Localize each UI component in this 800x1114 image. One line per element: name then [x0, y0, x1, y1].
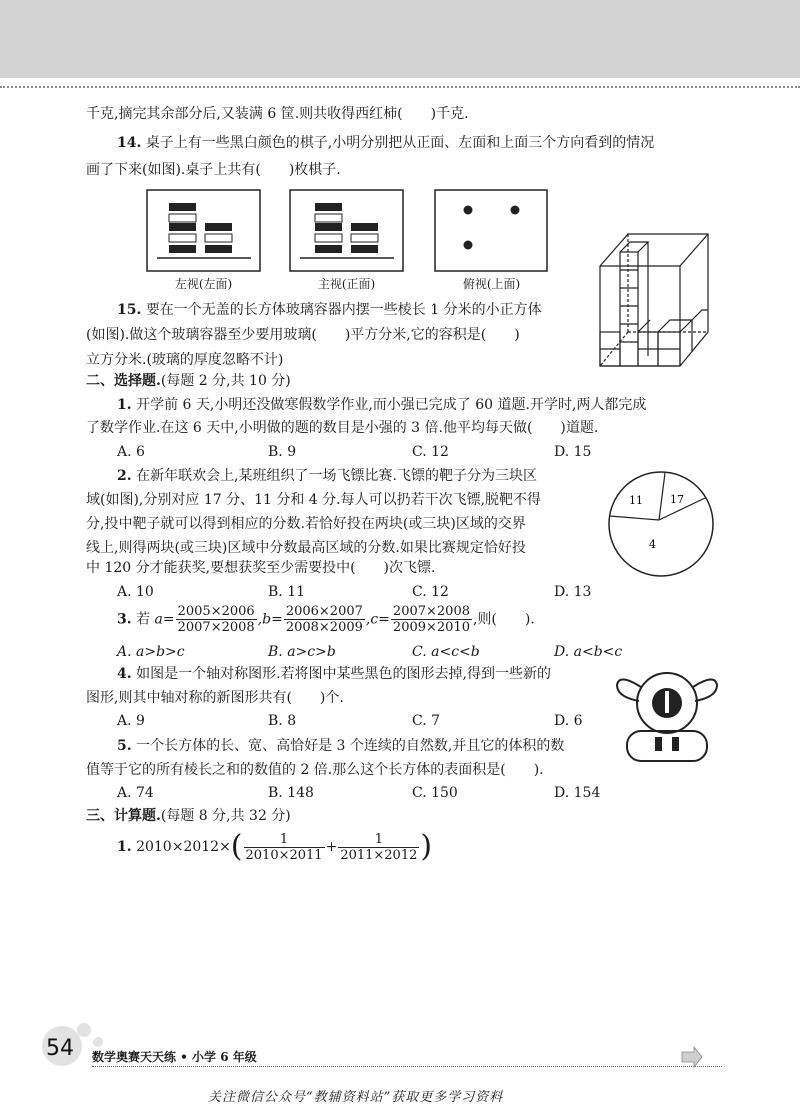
fraction-b-numerator: 2006×2007	[285, 604, 363, 619]
s2q2-option-c[interactable]: C. 12	[412, 584, 449, 600]
dart-label-11: 11	[629, 494, 643, 507]
caption-left-view: 左视(左面)	[174, 277, 233, 291]
s2q1-option-d[interactable]: D. 15	[554, 444, 592, 460]
symmetric-face-figure	[613, 667, 721, 767]
s2q5-option-a[interactable]: A. 74	[117, 785, 154, 801]
q14-line1	[117, 133, 654, 153]
caption-top-view: 俯视(上面)	[462, 277, 521, 291]
fraction-c-denominator: 2009×2010	[392, 620, 470, 635]
s2q5-text1: 一个长方体的长、宽、高恰好是 3 个连续的自然数,并且它的体积的数	[136, 738, 565, 754]
calc-fraction-2	[338, 832, 419, 863]
section2-title: 二、选择题.	[86, 373, 161, 389]
footer-dotted-line	[92, 1066, 722, 1067]
s2q4-option-a[interactable]: A. 9	[117, 713, 145, 729]
s2q2-option-b[interactable]: B. 11	[268, 584, 306, 600]
s2q2-text1: 在新年联欢会上,某班组织了一场飞镖比赛.飞镖的靶子分为三块区	[136, 468, 537, 484]
fraction-b-denominator: 2008×2009	[285, 620, 363, 635]
s2q4-line2: 图形,则其中轴对称的新图形共有( )个.	[86, 690, 344, 706]
dart-label-4: 4	[649, 538, 656, 551]
s2q3-line	[117, 604, 535, 635]
fraction-a	[176, 604, 257, 635]
s2q2-line2: 域(如图),分别对应 17 分、11 分和 4 分.每人可以扔若干次飞镖,脱靶不得	[86, 492, 542, 508]
s2q4-text1: 如图是一个轴对称图形.若将图中某些黑色的图形去掉,得到一些新的	[136, 666, 551, 682]
s3q1-prefix: 2010×2012×	[136, 839, 231, 855]
s3q1-line	[117, 830, 432, 864]
s2q4-line1	[117, 664, 551, 684]
right-paren: )	[420, 829, 433, 864]
dartboard-figure	[607, 470, 715, 578]
q15-line3: 立方分米.(玻璃的厚度忽略不计)	[86, 352, 284, 368]
s2q1-option-a[interactable]: A. 6	[117, 444, 145, 460]
q15-number: 15.	[117, 302, 142, 318]
calc-fraction-1	[244, 832, 325, 863]
section3-heading	[86, 806, 291, 826]
q13-tail: 千克,摘完其余部分后,又装满 6 筐.则共收得西红柿( )千克.	[86, 106, 469, 122]
s2q3-suffix: ,则( ).	[472, 611, 535, 628]
q15-line2: (如图).做这个玻璃容器至少要用玻璃( )平方分米,它的容积是( )	[86, 327, 520, 343]
s2q2-line4: 线上,则得两块(或三块)区域中分数最高区域的分数.如果比赛规定恰好投	[86, 540, 526, 556]
calc-fraction-1-denominator: 2010×2011	[245, 847, 323, 863]
s2q1-line2: 了数学作业.在这 6 天中,小明做的题的数目是小强的 3 倍.他平均每天做( )道题.	[86, 420, 599, 436]
fraction-a-numerator: 2005×2006	[177, 604, 255, 619]
footer-notice: 关注微信公众号“教辅资料站”获取更多学习资料	[208, 1090, 504, 1105]
s2q5-line1	[117, 736, 564, 756]
s2q2-option-d[interactable]: D. 13	[554, 584, 592, 600]
q15-text1: 要在一个无盖的长方体玻璃容器内摆一些棱长 1 分米的小正方体	[145, 302, 542, 318]
s2q4-option-c[interactable]: C. 7	[412, 713, 441, 729]
fraction-a-denominator: 2007×2008	[177, 620, 255, 635]
section2-score: (每题 2 分,共 10 分)	[160, 373, 291, 389]
book-title: 数学奥赛天天练 • 小学 6 年级	[92, 1050, 257, 1064]
calc-fraction-2-denominator: 2011×2012	[340, 847, 418, 863]
plus-sign: +	[325, 839, 338, 855]
section2-heading	[86, 371, 291, 391]
s2q5-option-c[interactable]: C. 150	[412, 785, 458, 801]
page-header-band	[0, 0, 800, 78]
dart-label-17: 17	[670, 493, 684, 506]
s2q1-line1	[117, 395, 646, 415]
section3-score: (每题 8 分,共 32 分)	[160, 808, 291, 824]
calc-fraction-1-numerator: 1	[244, 832, 325, 848]
calc-fraction-2-numerator: 1	[338, 832, 419, 848]
s2q5-number: 5.	[117, 738, 132, 754]
s2q5-option-b[interactable]: B. 148	[268, 785, 314, 801]
s2q2-number: 2.	[117, 468, 132, 484]
fraction-c-numerator: 2007×2008	[392, 604, 470, 619]
s2q3-number: 3.	[117, 611, 132, 628]
s2q3-option-c[interactable]: C. a<c<b	[412, 644, 480, 660]
s2q3-option-a[interactable]: A. a>b>c	[117, 644, 185, 660]
q15-container-figure	[598, 232, 718, 368]
s2q1-option-b[interactable]: B. 9	[268, 444, 297, 460]
q14-views-figure	[147, 190, 547, 272]
page-number: 54	[46, 1036, 74, 1061]
footer-arrow-icon	[680, 1046, 704, 1068]
caption-front-view: 主视(正面)	[317, 277, 376, 291]
s2q3-option-b[interactable]: B. a>c>b	[268, 644, 336, 660]
s2q5-option-d[interactable]: D. 154	[554, 785, 601, 801]
s2q3-option-d[interactable]: D. a<b<c	[554, 644, 623, 660]
s2q3-c-label: ,c=	[365, 611, 390, 628]
s2q4-option-d[interactable]: D. 6	[554, 713, 583, 729]
s2q3-a-label: a=	[154, 611, 175, 628]
header-dotted-line	[0, 86, 800, 88]
section3-title: 三、计算题.	[86, 808, 161, 824]
s2q5-line2: 值等于它的所有棱长之和的数值的 2 倍.那么这个长方体的表面积是( ).	[86, 762, 544, 778]
s2q2-line1	[117, 466, 537, 486]
s2q1-text1: 开学前 6 天,小明还没做寒假数学作业,而小强已完成了 60 道题.开学时,两人都完成	[136, 397, 647, 413]
s2q1-option-c[interactable]: C. 12	[412, 444, 449, 460]
s3q1-number: 1.	[117, 839, 132, 855]
s2q1-number: 1.	[117, 397, 132, 413]
s2q4-number: 4.	[117, 666, 132, 682]
s2q3-b-label: ,b=	[257, 611, 283, 628]
s2q3-prefix: 若	[136, 611, 151, 628]
q14-text1: 桌子上有一些黑白颜色的棋子,小明分别把从正面、左面和上面三个方向看到的情况	[145, 135, 655, 151]
q15-line1	[117, 300, 542, 320]
s2q2-line3: 分,投中靶子就可以得到相应的分数.若恰好投在两块(或三块)区域的交界	[86, 516, 526, 532]
left-paren: (	[230, 829, 243, 864]
fraction-c	[391, 604, 472, 635]
s2q4-option-b[interactable]: B. 8	[268, 713, 297, 729]
q14-line2: 画了下来(如图).桌子上共有( )枚棋子.	[86, 162, 341, 178]
s2q2-option-a[interactable]: A. 10	[117, 584, 154, 600]
s2q2-line5: 中 120 分才能获奖,要想获奖至少需要投中( )次飞镖.	[86, 560, 436, 576]
q14-number: 14.	[117, 135, 142, 151]
fraction-b	[284, 604, 365, 635]
